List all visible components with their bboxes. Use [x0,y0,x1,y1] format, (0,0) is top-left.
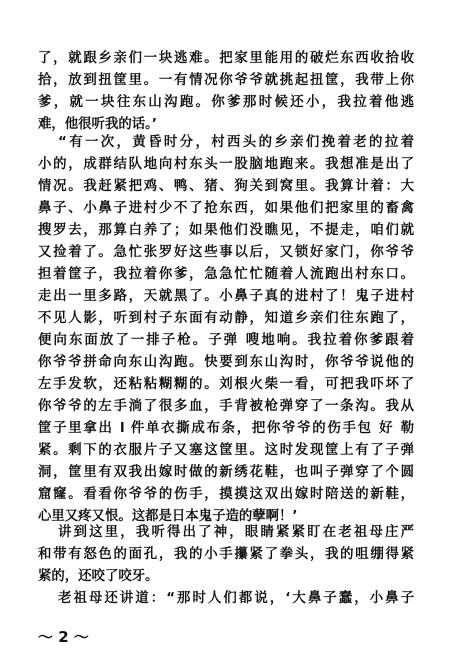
text-line: 你爷爷拼命向东山沟跑。快要到东山沟时，你爷爷说他的 [38,355,414,370]
text-line: 鼻子、小鼻子进村少不了抢东西，如果他们把家里的畜禽 [38,201,414,216]
page-number: ～ 2 ～ [38,628,89,646]
text-line: 洞，筐里有双我出嫁时做的新绣花鞋，也叫子弹穿了个圆 [38,465,414,480]
text-line: 小的，成群结队地向村东头一股脑地跑来。我想准是出了 [38,157,414,172]
text-line: 筐子里拿出 l 件单衣撕成布条，把你爷爷的伤手包 好 勒 [38,421,414,436]
text-line: 搜罗去，那算白养了；如果他们没瞧见，不提走，咱们就 [38,223,414,238]
text-line: 和带有怒色的面孔，我的小手攥紧了拳头，我的咀绷得紧 [38,547,414,562]
text-line: 不见人影，听到村子东面有动静，知道乡亲们往东跑了， [38,311,414,326]
text-line: 你爷爷的左手淌了很多血，手背被枪弹穿了一条沟。我从 [38,399,414,414]
text-line: 窟窿。看看你爷爷的伤手，摸摸这双出嫁时陪送的新鞋， [38,487,414,502]
text-line: 拾，放到扭筐里。一有情况你爷爷就挑起扭筐，我带上你 [38,73,414,88]
text-line: 便向东面放了一排子枪。子弹 嗖地响。我拉着你爹跟着 [38,333,414,348]
text-line: 紧的，还咬了咬牙。 [38,569,159,584]
text-line: 情况。我赶紧把鸡、鸭、猪、狗关到窝里。我算计着：大 [38,179,414,194]
text-line: 担着筐子，我拉着你爹，急急忙忙随着人流跑出村东口。 [38,267,414,282]
text-line: 又捡着了。急忙张罗好这些事以后，又锁好家门，你爷爷 [38,245,414,260]
text-line: 了，就跟乡亲们一块逃难。把家里能用的破烂东西收拾收 [38,51,414,66]
paragraph-first-line: 老祖母还讲道：“那时人们都说，‘大鼻子蠢，小鼻子 [58,591,414,606]
text-line: 走出一里多路，天就黑了。小鼻子真的进村了！鬼子进村 [38,289,414,304]
text-line: 难，他很听我的话。’ [38,117,157,132]
text-line: 心里又疼又恨。这都是日本鬼子造的孽啊！’ [38,509,298,524]
paragraph-first-line: 讲到这里，我听得出了神，眼睛紧紧盯在老祖母庄严 [58,525,414,540]
paragraph-first-line: “有一次，黄昏时分，村西头的乡亲们挽着老的拉着 [58,135,414,150]
text-line: 左手发软，还粘粘糊糊的。刘根火柴一看，可把我吓坏了 [38,377,414,392]
text-line: 紧。剩下的衣服片子又塞这筐里。这时发现筐上有了子弹 [38,443,414,458]
text-line: 爹，就一块往东山沟跑。你爹那时候还小，我拉着他逃 [38,95,414,110]
